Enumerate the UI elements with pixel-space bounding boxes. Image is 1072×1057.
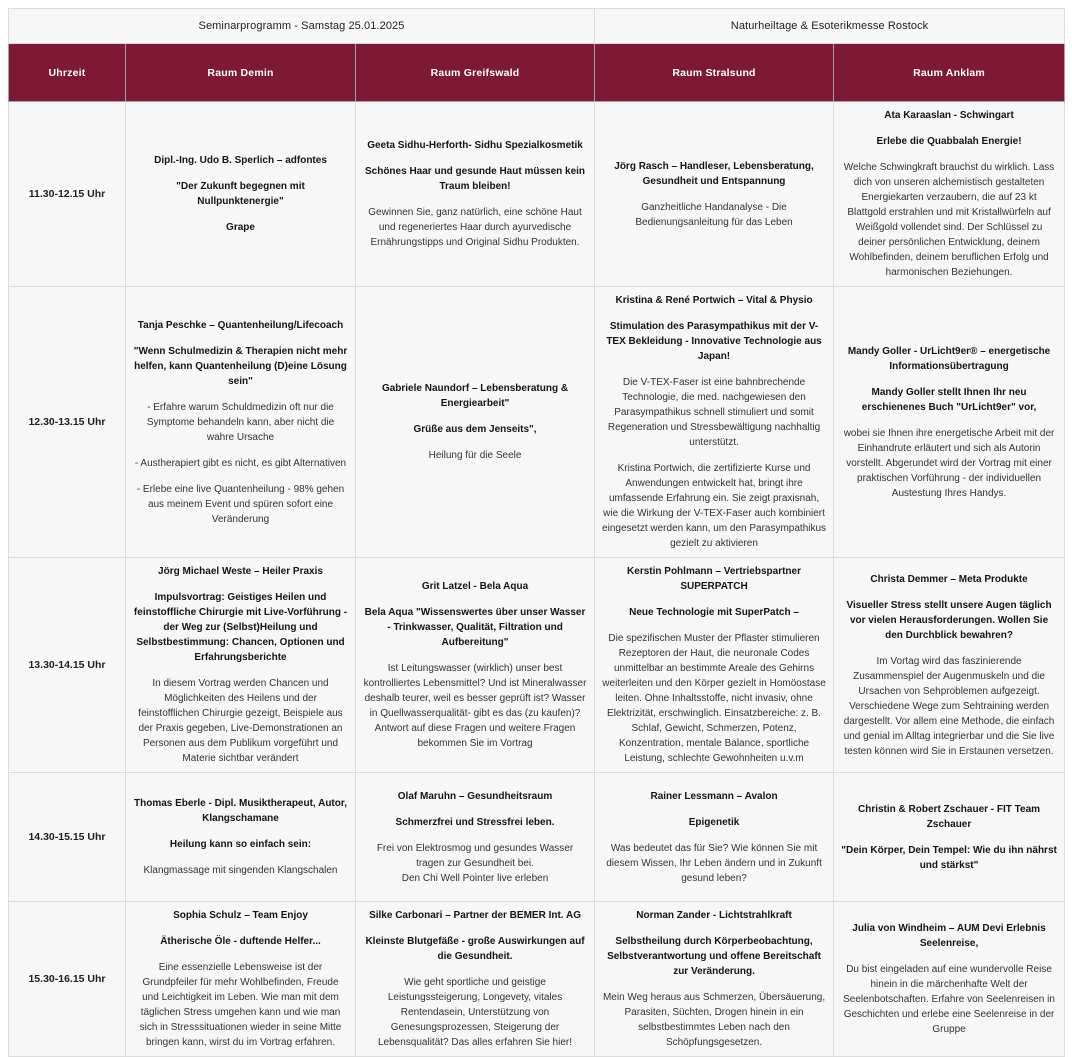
session-description: - Erfahre warum Schuldmedizin oft nur die Symptome behandeln kann, aber nicht die wahre Ursache [146,401,335,443]
session-title: Julia von Windheim – AUM Devi Erlebnis Seelenreise, [852,923,1046,949]
session-title: Stimulation des Parasympathikus mit der V-TEX Bekleidung - Innovative Technologie aus Japan! [606,321,822,362]
session-description: Heilung für die Seele [428,450,522,461]
session-cell-anklam [834,558,1065,773]
session-title: Schönes Haar und gesunde Haut müssen kein Traum bleiben! [364,166,586,192]
session-title: "Der Zukunft begegnen mit Nullpunktenergie" [176,181,305,207]
event-name: Naturheiltage & Esoterikmesse Rostock [730,20,929,32]
session-description: Ist Leitungswasser (wirklich) unser best kontrolliertes Lebensmittel? Und ist Mineralwasser deshalb teurer, weil es besser geprüft ist? Wasser in Quellwasserqualität- gibt es das (zu kaufen)? Antwort auf diese Fragen und weitere Fragen bekommen Sie im Vortrag [363,663,587,749]
session-title: Kleinste Blutgefäße - große Auswirkungen auf die Gesundheit. [365,936,585,962]
session-cell-demin [126,102,356,287]
page-title: Seminarprogramm - Samstag 25.01.2025 [198,20,405,32]
column-header-time: Uhrzeit [9,44,126,102]
session-description: Die spezifischen Muster der Pflaster stimulieren Rezeptoren der Haut, die neuronale Codes unmittelbar an bestimmte Areale des Gehirns weiterleiten und den Körper gezielt in Homöostase leiten. Ohne Inhaltsstoffe, nicht invasiv, ohne Elektrizität, erschwinglich. Einsatzbereiche: z. B. Schlaf, Gewicht, Schmerzen, Potenz, Konzentration, mentale Balance, sportliche Leistung, schlechte Gewohnheiten u.v.m [602,633,826,764]
session-description: Welche Schwingkraft brauchst du wirklich. Lass dich von unseren alchemistisch gestalteten Energiekarten verzaubern, die auf 23 kt Blattgold erstrahlen und mit Kristallwürfeln auf Weißgold vollendet sind. Der Schlüssel zu deiner persönlichen Entwicklung, deinem Wohlbefinden, deinem beruflichen Erfolg und harmonischen Beziehungen. [843,162,1055,278]
session-title: Ata Karaaslan - Schwingart [884,110,1014,121]
session-title: "Wenn Schulmedizin & Therapien nicht mehr helfen, kann Quantenheilung (D)eine Lösung sein" [133,345,348,387]
session-description: Den Chi Well Pointer live erleben [401,872,549,884]
table-row [9,287,1065,558]
title-main-cell [9,9,595,44]
session-description: Du bist eingeladen auf eine wundervolle Reise hinein in die märchenhafte Welt der Seelenbotschaften. Erfahre von Seelenreisen in Geschichten und erlebe eine Seelenreise in der Gruppe [843,964,1055,1035]
session-description: Gewinnen Sie, ganz natürlich, eine schöne Haut und regeneriertes Haar durch ayurvedische Ernährungstipps und Original Sidhu Produkten. [368,207,582,248]
session-cell-demin [126,773,356,902]
table-row [9,773,1065,902]
session-description: Ganzheitliche Handanalyse - Die Bedienungsanleitung für das Leben [635,201,793,228]
session-description: Kristina Portwich, die zertifizierte Kurse und Anwendungen entwickelt hat, bringt ihre umfassende Erfahrung ein. Sie zeigt praxisnah, wie die Wirkung der V-TEX-Faser auch kombiniert eingesetzt werden kann, um den Parasympathikus gezielt zu aktivieren [602,463,827,549]
session-description: In diesem Vortrag werden Chancen und Möglichkeiten des Heilens und der feinstofflichen Chirurgie gezeigt, Beispiele aus der Praxis gegeben, Live-Demonstrationen an Personen aus dem Publikum vorgeführt und Materie sichtbar verändert [138,678,343,764]
seminar-program-table [8,8,1065,1057]
column-header-demin: Raum Demin [126,44,356,102]
session-title: Schmerzfrei und Stressfrei leben. [395,816,555,828]
session-description: Eine essenzielle Lebensweise ist der Grundpfeiler für mehr Wohlbefinden, Freude und Leichtigkeit im Leben. Wie man mit dem täglichen Stress umgehen kann und wie man sich in Stresssituationen wieder in seine Mitte bringen kann, wirst du im Vortrag erfahren. [139,962,342,1048]
session-title: Ätherische Öle - duftende Helfer... [160,936,321,947]
session-title: Sophia Schulz – Team Enjoy [173,910,308,921]
session-title: Thomas Eberle - Dipl. Musiktherapeut, Autor, Klangschamane [134,798,347,824]
session-description: Wie geht sportliche und geistige Leistungssteigerung, Longevety, vitales Rentendasein, Unterstützung von Genesungsprozessen, Steigerung der Lebensqualität? Das alles erfahren Sie hier! [378,977,573,1048]
session-cell-anklam [834,287,1065,558]
seminar-program-sheet [8,8,1064,1057]
session-title: Selbstheilung durch Körperbeobachtung, Selbstverantwortung und offene Bereitschaft zur Veränderung. [607,936,821,977]
time-slot-cell: 14.30-15.15 Uhr [9,773,126,902]
session-cell-stralsund [595,902,834,1057]
session-title: Jörg Rasch – Handleser, Lebensberatung, Gesundheit und Entspannung [614,160,814,187]
session-title: Impulsvortrag: Geistiges Heilen und feinstoffliche Chirurgie mit Live-Vorführung - der Weg zur (Selbst)Heilung und Selbstbestimmung: Chancen, Optionen und Erfahrungsberichte [133,592,348,663]
session-title: Silke Carbonari – Partner der BEMER Int. AG [369,910,581,921]
session-title: Christin & Robert Zschauer - FIT Team Zschauer [858,803,1041,830]
session-description: wobei sie Ihnen ihre energetische Arbeit mit der Einhandrute erläutert und sich als Autorin vorstellt. Abgerundet wird der Vortrag mit einer praktischen Vorführung - der individuellen Austestung Ihres Handys. [843,427,1055,499]
session-cell-greifswald [356,287,595,558]
session-cell-greifswald [356,902,595,1057]
session-cell-stralsund [595,102,834,287]
time-slot-cell: 13.30-14.15 Uhr [9,558,126,773]
session-title: Kerstin Pohlmann – Vertriebspartner SUPERPATCH [627,566,801,592]
column-header-stralsund: Raum Stralsund [595,44,834,102]
session-cell-anklam [834,102,1065,287]
table-row [9,102,1065,287]
session-cell-stralsund [595,558,834,773]
session-title: Grüße aus dem Jenseits", [413,424,537,435]
session-description: Klangmassage mit singenden Klangschalen [143,865,338,876]
session-title: Neue Technologie mit SuperPatch – [629,607,799,618]
session-cell-anklam [834,773,1065,902]
session-cell-demin [126,558,356,773]
session-cell-demin [126,287,356,558]
session-description: Die V-TEX-Faser ist eine bahnbrechende Technologie, die med. nachgewiesen den Parasympathikus schnell stimuliert und somit Regeneration und Stressbewältigung nachhaltig unterstützt. [607,377,821,448]
session-description: - Erlebe eine live Quantenheilung - 98% gehen aus meinem Event und spüren sofort eine Veränderung [136,483,345,525]
session-description: Im Vortag wird das faszinierende Zusammenspiel der Augenmuskeln und die Ursachen von Sehproblemen aufgezeigt. Verschiedene Wege zum Sehtraining werden dargestellt. Vor allem eine Methode, die einfach und genial im Alltag integrierbar und die Sie live testen können wird Sie in Erstaunen versetzen. [843,655,1055,757]
session-description: Was bedeutet das für Sie? Wie können Sie mit diesem Wissen, Ihr Leben ändern und in Zukunft gesund leben? [606,842,822,884]
session-cell-greifswald [356,558,595,773]
table-row [9,902,1065,1057]
session-description: - Austherapiert gibt es nicht, es gibt Alternativen [134,457,347,469]
session-title: Grit Latzel - Bela Aqua [421,581,529,592]
session-title: Grape [226,222,255,233]
session-cell-stralsund [595,287,834,558]
session-title: Gabriele Naundorf – Lebensberatung & Energiearbeit" [381,383,569,409]
time-slot-cell: 15.30-16.15 Uhr [9,902,126,1057]
session-title: Erlebe die Quabbalah Energie! [876,136,1022,147]
session-title: Rainer Lessmann – Avalon [650,790,778,802]
title-row [9,9,1065,44]
session-title: Epigenetik [688,816,740,828]
session-title: Visueller Stress stellt unsere Augen täglich vor vielen Herausforderungen. Wollen Sie den Durchblick bewahren? [846,599,1052,641]
session-cell-anklam [834,902,1065,1057]
table-row [9,558,1065,773]
time-slot-cell: 12.30-13.15 Uhr [9,287,126,558]
session-title: Olaf Maruhn – Gesundheitsraum [397,790,553,802]
session-title: Bela Aqua "Wissenswertes über unser Wasser - Trinkwasser, Qualität, Filtration und Aufbereitung" [364,607,586,648]
session-title: Mandy Goller - UrLicht9er® – energetische Informationsübertragung [847,345,1051,372]
session-title: Tanja Peschke – Quantenheilung/Lifecoach [137,319,344,331]
session-title: Norman Zander - Lichtstrahlkraft [636,910,792,921]
session-title: Heilung kann so einfach sein: [169,839,312,850]
session-cell-greifswald [356,102,595,287]
session-title: Dipl.-Ing. Udo B. Sperlich – adfontes [154,155,327,166]
session-description: Mein Weg heraus aus Schmerzen, Übersäuerung, Parasiten, Süchten, Drogen hinein in ein selbstbestimmtes Leben nach den Schöpfungsgesetzen. [602,992,826,1048]
column-header-anklam: Raum Anklam [834,44,1065,102]
session-cell-demin [126,902,356,1057]
time-slot-cell: 11.30-12.15 Uhr [9,102,126,287]
session-title: "Dein Körper, Dein Tempel: Wie du ihn nährst und stärkst" [841,844,1057,871]
session-title: Jörg Michael Weste – Heiler Praxis [158,566,323,577]
session-cell-stralsund [595,773,834,902]
session-title: Kristina & René Portwich – Vital & Physio [615,295,813,306]
session-description: Frei von Elektrosmog und gesundes Wasser tragen zur Gesundheit bei. [376,842,574,869]
table-body [9,9,1065,1057]
title-sub-cell [595,9,1065,44]
session-title: Christa Demmer – Meta Produkte [870,573,1028,585]
session-title: Geeta Sidhu-Herforth- Sidhu Spezialkosmetik [367,140,583,151]
column-header-greifswald: Raum Greifswald [356,44,595,102]
session-title: Mandy Goller stellt Ihnen Ihr neu erschienenes Buch "UrLicht9er" vor, [861,386,1037,413]
session-cell-greifswald [356,773,595,902]
column-header-row [9,44,1065,102]
